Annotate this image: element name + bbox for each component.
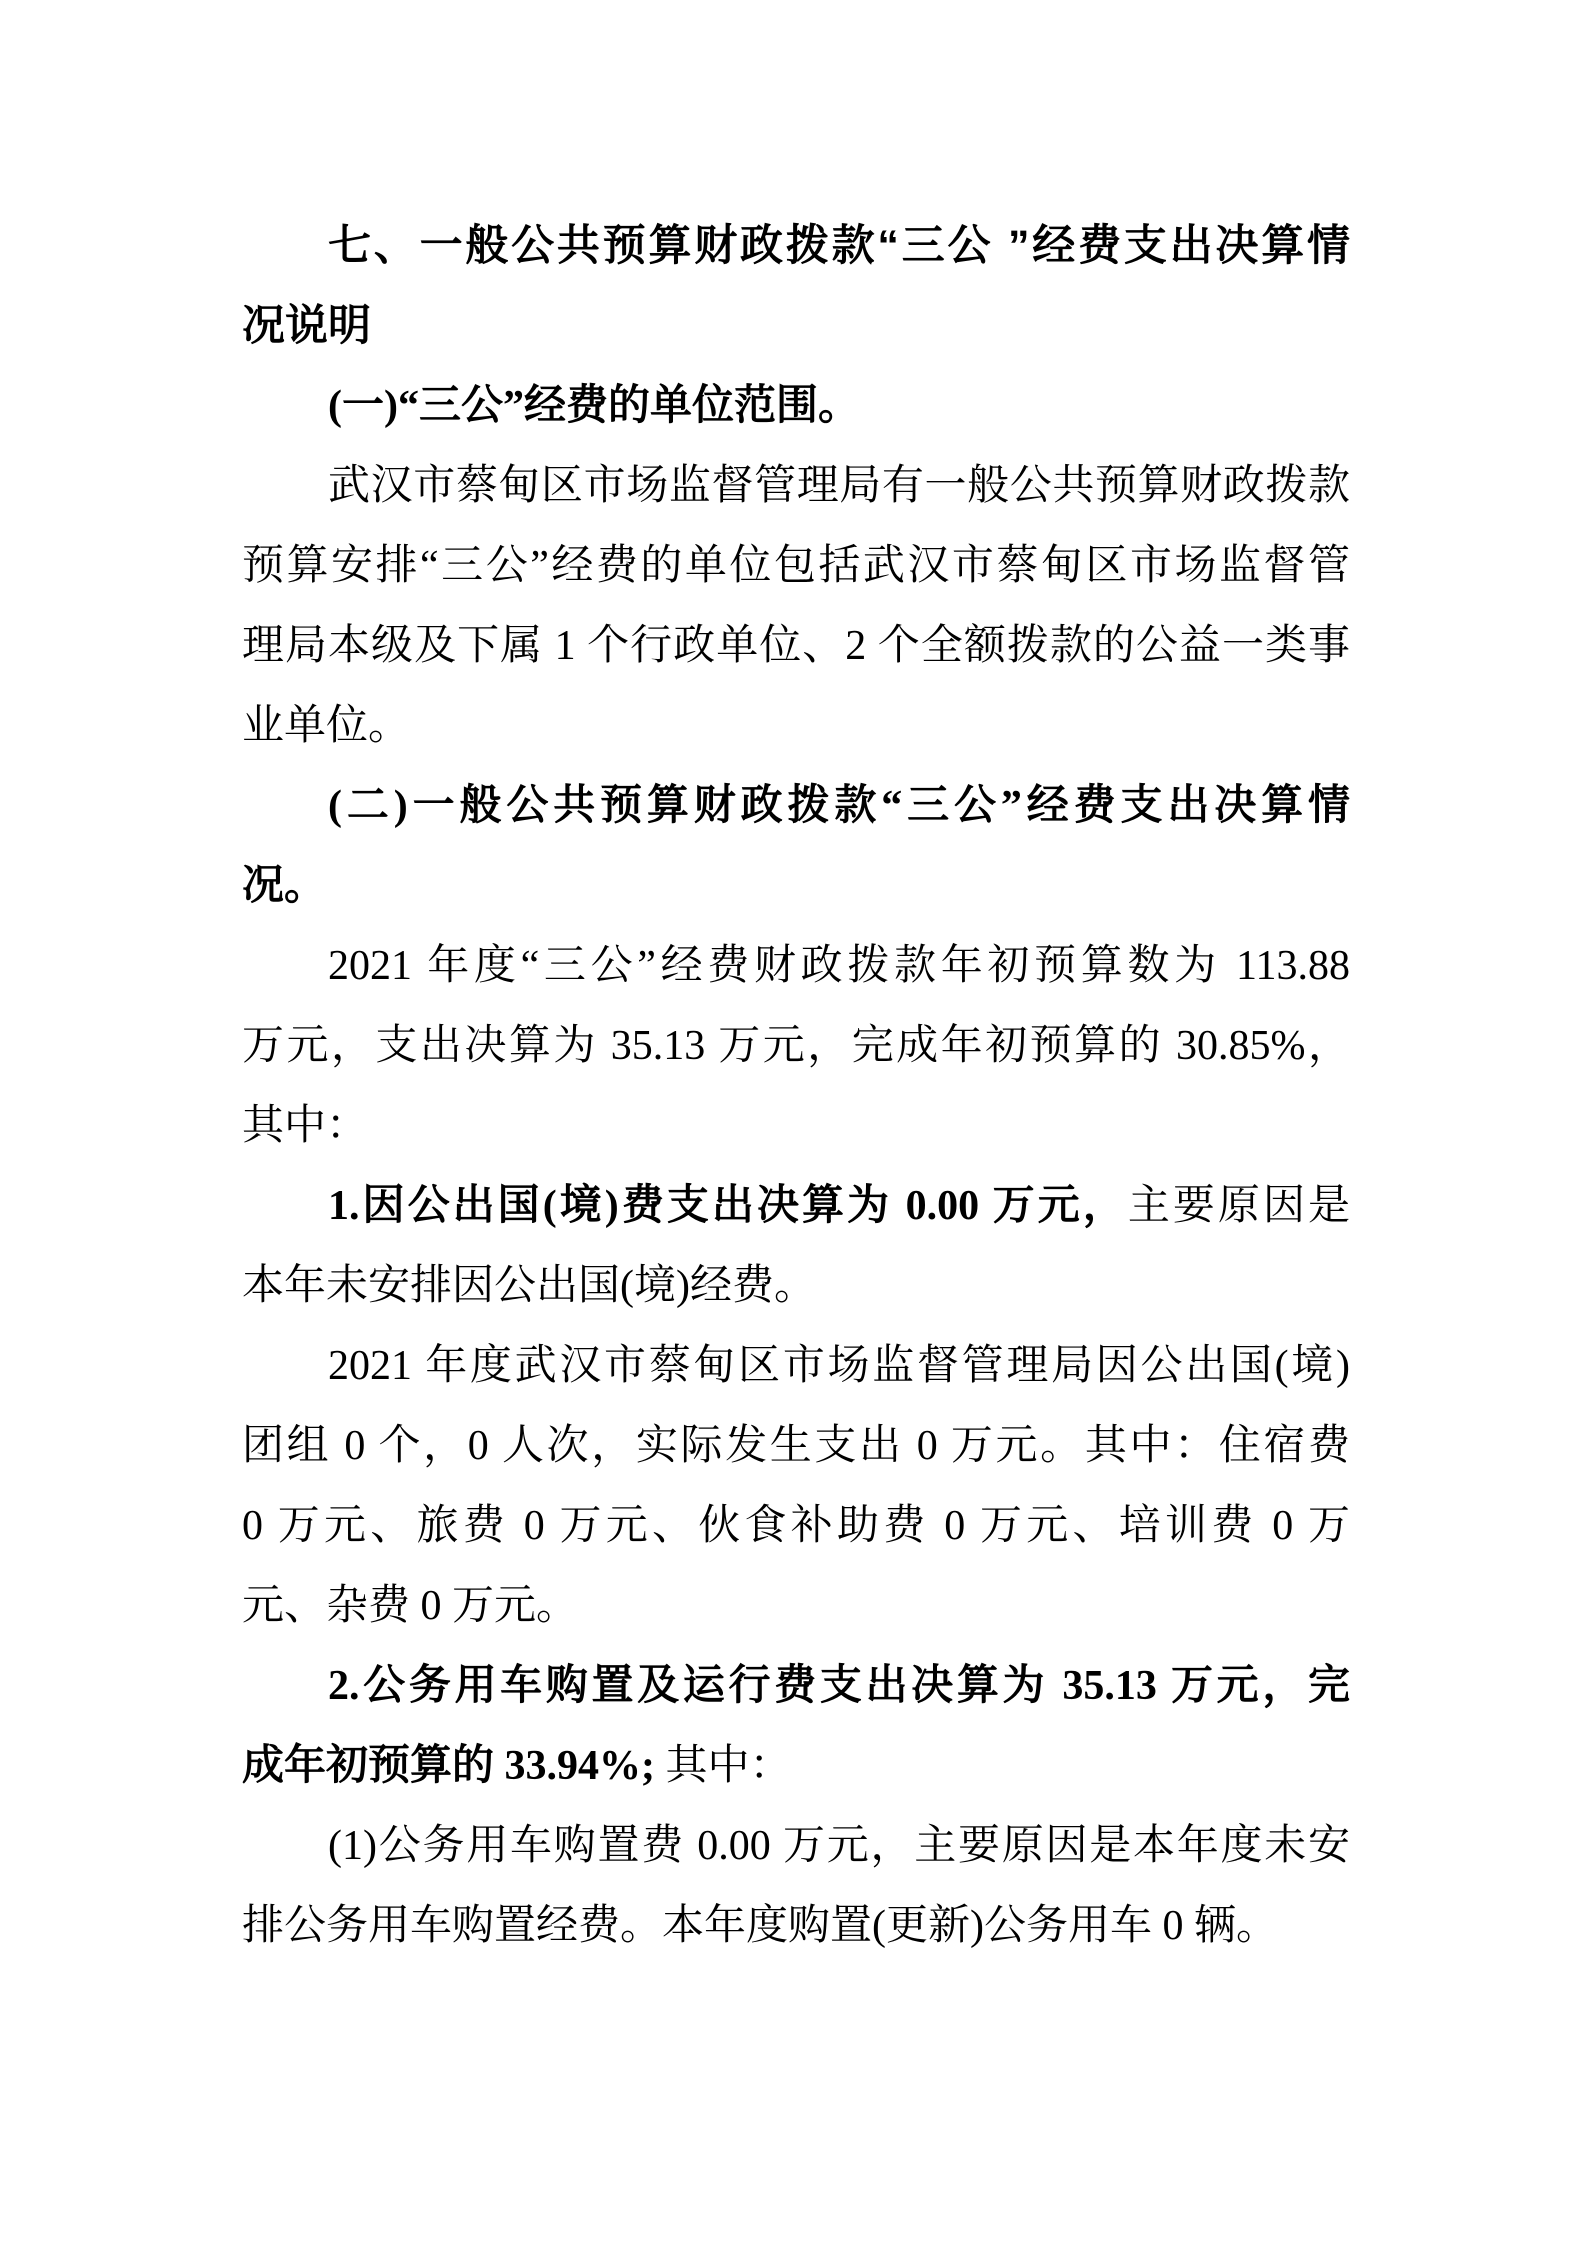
- subheading-2-line-2: [242, 846, 1350, 926]
- text-segment: 0 万元、旅费 0 万元、伙食补助费 0 万元、培训费 0 万: [242, 1503, 1350, 1549]
- para-1-line-3: [242, 606, 1350, 686]
- para-5-line-1: [242, 1646, 1350, 1726]
- text-segment: 本年未安排因公出国(境)经费。: [242, 1263, 816, 1309]
- text-segment: 1.因公出国(境)费支出决算为 0.00 万元，: [328, 1183, 1128, 1229]
- text-segment: 2021 年度“三公”经费财政拨款年初预算数为 113.88: [328, 943, 1350, 989]
- para-6-line-2: [242, 1886, 1350, 1966]
- text-segment: 况说明: [242, 302, 371, 350]
- text-segment: 业单位。: [242, 703, 411, 749]
- text-segment: 预算安排“三公”经费的单位包括武汉市蔡甸区市场监督管: [242, 543, 1350, 589]
- para-2-line-2: [242, 1006, 1350, 1086]
- text-segment: 元、杂费 0 万元。: [242, 1583, 579, 1629]
- text-segment: (1)公务用车购置费 0.00 万元，主要原因是本年度未安: [328, 1823, 1350, 1869]
- para-4-line-2: [242, 1406, 1350, 1486]
- para-2-line-3: [242, 1086, 1350, 1166]
- text-segment: 其中：: [242, 1103, 369, 1149]
- text-segment: 万元，支出决算为 35.13 万元，完成年初预算的 30.85%，: [242, 1023, 1350, 1069]
- text-segment: 其中：: [665, 1743, 792, 1789]
- para-1-line-4: [242, 686, 1350, 766]
- para-3-line-2: [242, 1246, 1350, 1326]
- para-4-line-3: [242, 1486, 1350, 1566]
- subheading-2-line-1: [242, 766, 1350, 846]
- text-segment: 2.公务用车购置及运行费支出决算为 35.13 万元，完: [328, 1663, 1350, 1709]
- text-segment: 况。: [242, 863, 327, 909]
- text-segment: (二)一般公共预算财政拨款“三公”经费支出决算情: [328, 783, 1350, 829]
- text-segment: 七、一般公共预算财政拨款“三公 ”经费支出决算情: [328, 222, 1350, 270]
- para-1-line-1: [242, 446, 1350, 526]
- para-4-line-4: [242, 1566, 1350, 1646]
- para-6-line-1: [242, 1806, 1350, 1886]
- heading-line-2: [242, 286, 1350, 366]
- text-segment: 团组 0 个，0 人次，实际发生支出 0 万元。其中：住宿费: [242, 1423, 1350, 1469]
- text-segment: 排公务用车购置经费。本年度购置(更新)公务用车 0 辆。: [242, 1903, 1278, 1949]
- heading-line-1: [242, 206, 1350, 286]
- text-segment: 理局本级及下属 1 个行政单位、2 个全额拨款的公益一类事: [242, 623, 1350, 669]
- text-block: [242, 206, 1350, 1966]
- para-3-line-1: [242, 1166, 1350, 1246]
- subheading-1: [242, 366, 1350, 446]
- text-segment: 武汉市蔡甸区市场监督管理局有一般公共预算财政拨款: [328, 463, 1350, 509]
- para-2-line-1: [242, 926, 1350, 1006]
- para-1-line-2: [242, 526, 1350, 606]
- text-segment: 主要原因是: [1127, 1183, 1350, 1229]
- para-5-line-2: [242, 1726, 1350, 1806]
- text-segment: (一)“三公”经费的单位范围。: [328, 383, 860, 429]
- text-segment: 成年初预算的 33.94%;: [242, 1743, 666, 1789]
- text-segment: 2021 年度武汉市蔡甸区市场监督管理局因公出国(境): [328, 1343, 1350, 1389]
- para-4-line-1: [242, 1326, 1350, 1406]
